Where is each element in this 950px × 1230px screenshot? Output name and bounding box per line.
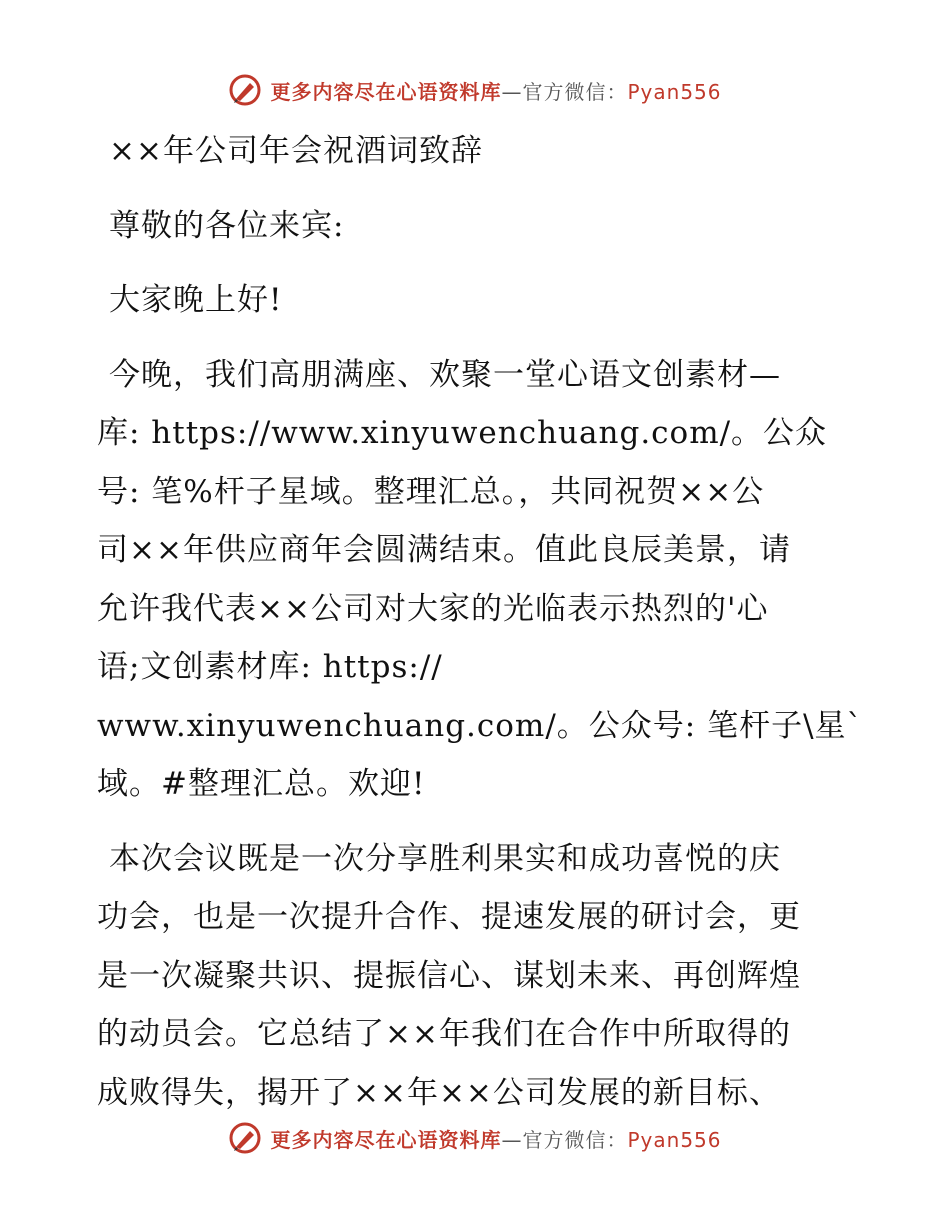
- paragraph-1: [97, 346, 864, 814]
- paragraph-line: 司××年供应商年会圆满结束。值此良辰美景，请: [97, 532, 791, 568]
- header-banner: [0, 70, 950, 110]
- banner-text: [270, 76, 721, 105]
- paragraph-line: 域。#整理汇总。欢迎!: [97, 766, 426, 802]
- paragraph-line: 号: 笔%杆子星域。整理汇总。，共同祝贺××公: [97, 473, 765, 510]
- paragraph-2: [97, 830, 857, 1123]
- greeting: 大家晚上好!: [109, 282, 283, 318]
- banner-account: Pyan556: [627, 1127, 722, 1152]
- banner-channel-text: 官方微信：: [522, 79, 628, 104]
- banner-separator: —: [501, 1127, 523, 1152]
- paragraph-line: 允许我代表××公司对大家的光临表示热烈的'心: [97, 590, 769, 627]
- footer-banner: [0, 1118, 950, 1158]
- paragraph-line: 的动员会。它总结了××年我们在合作中所取得的: [97, 1016, 791, 1052]
- banner-channel-text: 官方微信：: [522, 1127, 628, 1152]
- paragraph-line: 成败得失，揭开了××年××公司发展的新目标、: [97, 1074, 781, 1111]
- banner-separator: —: [501, 79, 523, 104]
- banner-text: [270, 1124, 721, 1153]
- paragraph-line: 是一次凝聚共识、提振信心、谋划未来、再创辉煌: [97, 957, 801, 994]
- paragraph-line: 库: https://www.xinyuwenchuang.com/。公众: [97, 415, 828, 451]
- document-body: [97, 122, 864, 1122]
- banner-main-text: 更多内容尽在心语资料库: [270, 1127, 502, 1152]
- pen-logo-icon: [228, 1121, 262, 1155]
- paragraph-line: 语;文创素材库: https://: [97, 649, 443, 685]
- pen-logo-icon: [228, 73, 262, 107]
- paragraph-line: 今晚，我们高朋满座、欢聚一堂心语文创素材—: [109, 356, 781, 393]
- document-title: ××年公司年会祝酒词致辞: [109, 133, 483, 169]
- paragraph-line: 本次会议既是一次分享胜利果实和成功喜悦的庆: [109, 840, 781, 877]
- salutation: 尊敬的各位来宾:: [109, 207, 345, 244]
- banner-main-text: 更多内容尽在心语资料库: [270, 79, 502, 104]
- banner-account: Pyan556: [627, 79, 722, 104]
- paragraph-line: www.xinyuwenchuang.com/。公众号: 笔杆子\星`: [97, 707, 864, 744]
- paragraph-line: 功会，也是一次提升合作、提速发展的研讨会，更: [97, 899, 801, 935]
